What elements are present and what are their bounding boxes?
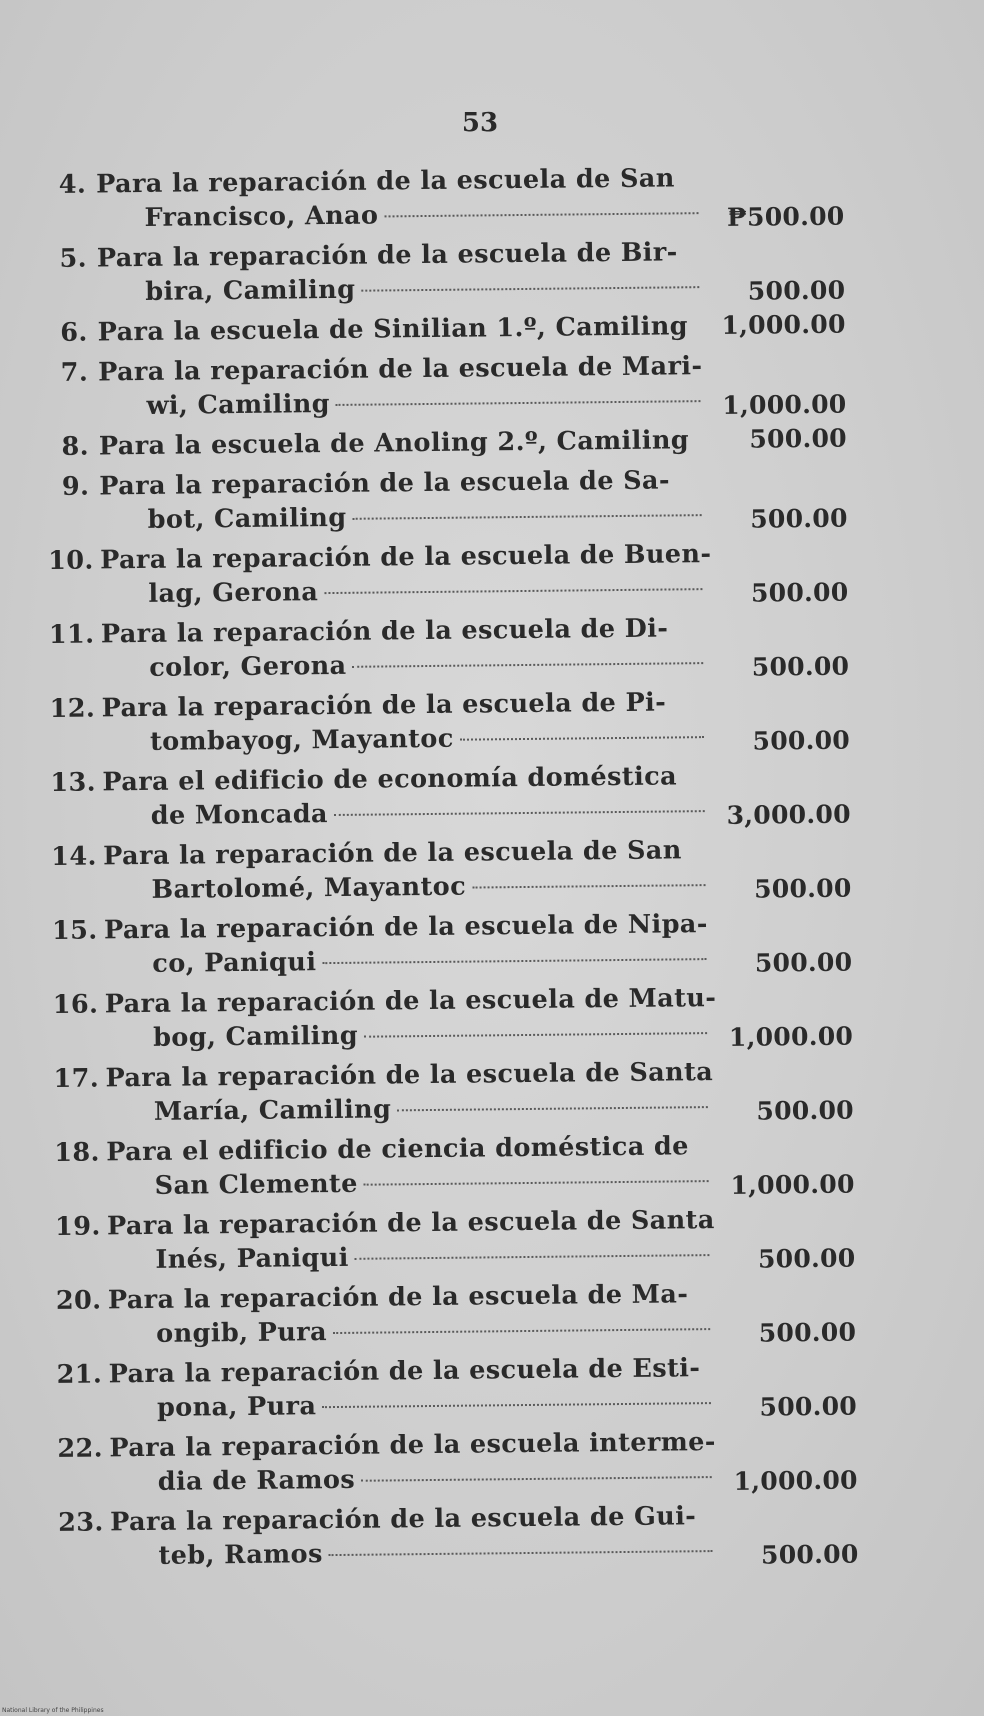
entry-description-continued: pona, Pura [156, 1391, 317, 1423]
entry-amount: 3,000.00 [726, 799, 851, 830]
list-item [53, 1053, 934, 1130]
entry-continuation-line [54, 1089, 714, 1130]
entry-number: 21. [56, 1359, 103, 1390]
entry-description: Para la reparación de la escuela de Nipa- [103, 909, 708, 946]
entry-number: 14. [51, 841, 97, 872]
dot-leader [352, 513, 701, 520]
dot-leader [361, 285, 699, 292]
dot-leader [322, 1401, 711, 1408]
entry-continuation-line [54, 1163, 714, 1204]
list-item [44, 159, 925, 236]
dot-leader [384, 211, 698, 217]
entry-description-continued: lag, Gerona [148, 577, 319, 609]
dot-leader [353, 661, 704, 668]
list-item [49, 609, 930, 686]
dot-leader [329, 1549, 713, 1556]
entry-first-line [55, 1203, 715, 1244]
entry-description-continued: ongib, Pura [156, 1317, 328, 1349]
dot-leader [460, 735, 704, 741]
entry-amount: 1,000.00 [722, 389, 847, 420]
entry-description: Para la reparación de la escuela de Bir- [96, 237, 678, 274]
list-item [45, 233, 926, 310]
dot-leader [333, 1327, 710, 1334]
entry-continuation-line [52, 941, 712, 982]
entry-continuation-line [55, 1237, 715, 1278]
entry-description-continued: bog, Camiling [152, 1020, 359, 1053]
entry-continuation-line [50, 719, 710, 760]
list-item [49, 683, 930, 760]
entry-number: 19. [54, 1211, 101, 1242]
dot-leader [364, 1031, 707, 1038]
entry-amount: 500.00 [757, 1243, 856, 1274]
entry-description-continued: de Moncada [150, 799, 329, 831]
list-item [47, 461, 928, 538]
entry-number: 15. [51, 915, 98, 946]
list-item [52, 905, 933, 982]
entry-first-line [46, 309, 706, 350]
entry-amount: 1,000.00 [730, 1169, 855, 1200]
dot-leader [324, 587, 702, 594]
entry-description: Para el edificio de economía doméstica [102, 761, 678, 798]
page-number: 53 [461, 108, 499, 138]
entry-description: Para la reparación de la escuela de Santa [106, 1205, 715, 1242]
entry-amount: 1,000.00 [728, 1021, 854, 1052]
entry-continuation-line [56, 1311, 716, 1352]
entry-amount: 500.00 [754, 947, 853, 978]
entry-description: Para la reparación de la escuela de Mari- [97, 351, 703, 388]
entry-amount: ₱500.00 [726, 201, 845, 232]
appropriation-list [44, 159, 939, 1580]
entry-description-continued: color, Gerona [149, 650, 347, 683]
entry-continuation-line [46, 383, 706, 424]
list-item [58, 1497, 939, 1574]
entry-description-continued: teb, Ramos [158, 1539, 323, 1571]
entry-amount: 500.00 [758, 1317, 857, 1348]
dot-leader [472, 883, 706, 888]
entry-first-line [56, 1351, 716, 1392]
entry-amount: 500.00 [752, 725, 851, 756]
entry-description-continued: María, Camiling [153, 1094, 392, 1127]
entry-number: 5. [59, 243, 88, 274]
entry-description: Para la escuela de Anoling 2.º, Camiling [98, 425, 690, 462]
entry-first-line [47, 463, 707, 504]
entry-first-line [54, 1129, 714, 1170]
entry-description: Para la reparación de la escuela de Santa [105, 1057, 714, 1094]
entry-continuation-line [49, 645, 709, 686]
list-item [51, 831, 932, 908]
entry-number: 16. [52, 989, 99, 1020]
dot-leader [336, 399, 701, 406]
dot-leader [322, 957, 706, 964]
dot-leader [364, 1179, 709, 1186]
entry-description: Para la reparación de la escuela interme- [109, 1427, 716, 1464]
entry-continuation-line [51, 867, 711, 908]
footer-credit: National Library of the Philippines [2, 1707, 104, 1714]
list-item [48, 535, 929, 612]
entry-description: Para la escuela de Sinilian 1.º, Camiling [97, 311, 689, 348]
entry-number: 12. [49, 693, 96, 724]
entry-continuation-line [48, 497, 708, 538]
entry-number: 20. [55, 1285, 102, 1316]
entry-amount: 500.00 [759, 1391, 858, 1422]
entry-description-continued: Inés, Paniqui [155, 1242, 349, 1275]
entry-description: Para el edificio de ciencia doméstica de [106, 1131, 689, 1168]
dot-leader [361, 1475, 712, 1482]
entry-amount: 500.00 [749, 423, 848, 454]
entry-amount: 1,000.00 [733, 1465, 858, 1496]
entry-description: Para la reparación de la escuela de Ma- [107, 1279, 689, 1316]
entry-first-line [49, 611, 709, 652]
entry-description: Para la reparación de la escuela de Buen- [99, 539, 712, 576]
entry-amount: 500.00 [747, 275, 846, 306]
entry-description-continued: Francisco, Anao [144, 200, 379, 233]
entry-description: Para la reparación de la escuela de Gui- [110, 1501, 697, 1538]
entry-description-continued: wi, Camiling [146, 389, 331, 421]
entry-first-line [50, 759, 710, 800]
entry-description-continued: dia de Ramos [157, 1464, 356, 1497]
list-item [50, 757, 931, 834]
entry-continuation-line [51, 793, 711, 834]
list-item [56, 1349, 937, 1426]
entry-first-line [56, 1277, 716, 1318]
entry-amount: 500.00 [750, 503, 848, 534]
entry-number: 18. [54, 1137, 101, 1168]
entry-description: Para la reparación de la escuela de Matu- [104, 983, 717, 1020]
entry-first-line [52, 907, 712, 948]
entry-description-continued: bot, Camiling [147, 502, 347, 535]
entry-first-line [49, 685, 709, 726]
entry-amount: 500.00 [756, 1095, 855, 1126]
entry-first-line [44, 161, 704, 202]
entry-number: 23. [58, 1507, 104, 1538]
entry-first-line [47, 537, 712, 578]
entry-continuation-line [57, 1385, 717, 1426]
entry-number: 6. [60, 317, 88, 348]
list-item [46, 347, 927, 424]
entry-description: Para la reparación de la escuela de Di- [100, 613, 669, 650]
entry-first-line [58, 1499, 718, 1540]
entry-amount: 500.00 [753, 873, 852, 904]
entry-continuation-line [53, 1015, 713, 1056]
entry-continuation-line [48, 571, 708, 612]
entry-number: 7. [60, 357, 89, 388]
entry-first-line [57, 1425, 717, 1466]
entry-continuation-line [44, 195, 704, 236]
list-item [56, 1275, 937, 1352]
entry-description-continued: San Clemente [154, 1168, 358, 1201]
entry-amount: 1,000.00 [721, 309, 846, 340]
entry-description: Para la reparación de la escuela de Pi- [101, 687, 667, 724]
entry-description-continued: co, Paniqui [152, 947, 317, 979]
list-item [57, 1423, 938, 1500]
entry-number: 4. [58, 169, 87, 200]
entry-number: 8. [61, 431, 90, 462]
entry-number: 11. [48, 619, 95, 650]
entry-continuation-line [58, 1459, 718, 1500]
entry-description-continued: Bartolomé, Mayantoc [151, 871, 467, 905]
entry-description: Para la reparación de la escuela de San [96, 163, 675, 200]
dot-leader [355, 1253, 710, 1260]
entry-continuation-line [45, 269, 705, 310]
entry-amount: 500.00 [751, 651, 850, 682]
dot-leader [334, 809, 705, 816]
entry-description-continued: tombayog, Mayantoc [149, 723, 454, 757]
list-item [54, 1127, 935, 1204]
entry-description: Para la reparación de la escuela de Esti- [108, 1353, 701, 1390]
entry-first-line [51, 833, 711, 874]
entry-continuation-line [58, 1533, 718, 1574]
entry-first-line [46, 349, 706, 390]
dot-leader [397, 1105, 708, 1111]
entry-description: Para la reparación de la escuela de San [103, 835, 682, 872]
entry-first-line [45, 235, 705, 276]
entry-first-line [53, 1055, 713, 1096]
entry-amount: 500.00 [750, 577, 849, 608]
entry-number: 9. [61, 471, 90, 502]
entry-number: 17. [53, 1063, 100, 1094]
entry-number: 22. [57, 1433, 104, 1464]
entry-amount: 500.00 [760, 1539, 859, 1570]
entry-first-line [47, 423, 707, 464]
entry-description-continued: bira, Camiling [145, 274, 356, 307]
entry-number: 10. [47, 545, 94, 576]
entry-first-line [52, 981, 717, 1022]
list-item [55, 1201, 936, 1278]
entry-description: Para la reparación de la escuela de Sa- [99, 465, 671, 502]
list-item [53, 979, 934, 1056]
entry-number: 13. [50, 767, 97, 798]
list-item [46, 307, 926, 350]
list-item [47, 421, 927, 464]
